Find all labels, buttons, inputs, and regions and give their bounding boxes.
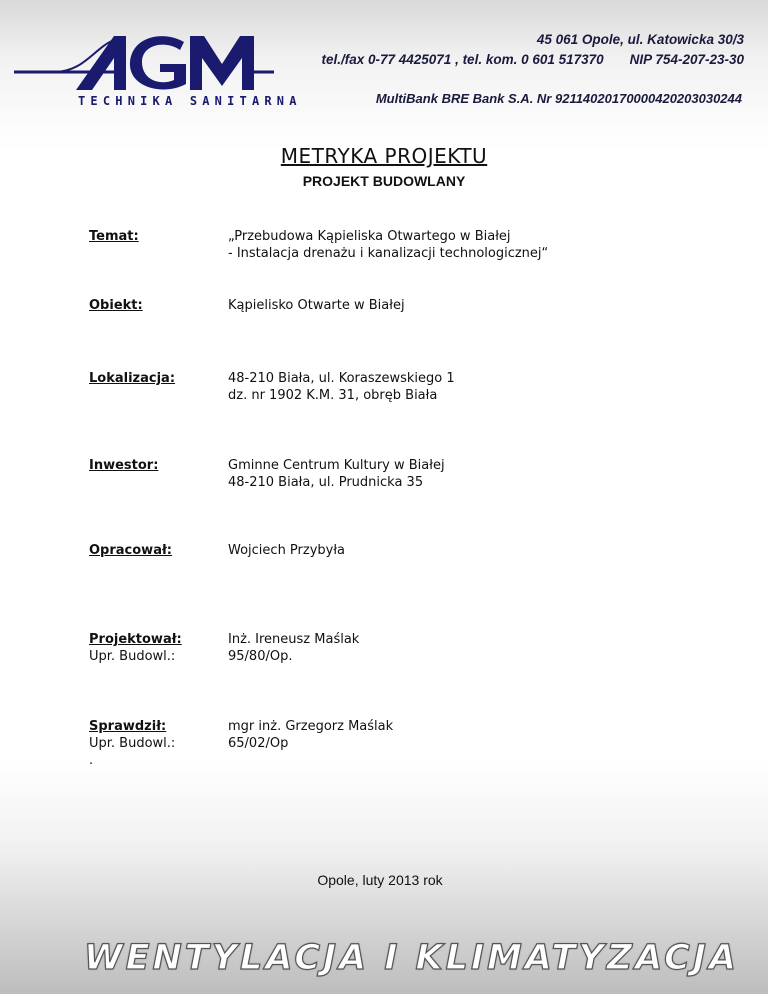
field-value: 48-210 Biała, ul. Prudnicka 35 [228, 475, 424, 490]
field-label: Temat: [89, 229, 139, 244]
field-sublabel-dot: . [89, 753, 94, 768]
field-sublabel: Upr. Budowl.: [89, 736, 176, 751]
field-label: Sprawdził: [89, 719, 167, 734]
field-value: 95/80/Op. [228, 649, 293, 664]
field-value: „Przebudowa Kąpieliska Otwartego w Białej [228, 229, 511, 244]
company-contact-line [321, 50, 744, 70]
page-title: METRYKA PROJEKTU [280, 144, 488, 168]
footer-banner: WENTYLACJA I KLIMATYZACJA [84, 938, 739, 978]
field-value: - Instalacja drenażu i kanalizacji technologicznej“ [228, 246, 549, 261]
field-value: 48-210 Biała, ul. Koraszewskiego 1 [228, 371, 455, 386]
field-label: Opracował: [89, 543, 172, 558]
logo-text: AGM [14, 28, 17, 29]
field-value: Inż. Ireneusz Maślak [228, 632, 360, 647]
page-subtitle: PROJEKT BUDOWLANY [302, 173, 466, 189]
field-sublabel: Upr. Budowl.: [89, 649, 176, 664]
company-contact-block [321, 30, 744, 70]
field-label: Inwestor: [89, 458, 159, 473]
field-value: mgr inż. Grzegorz Maślak [228, 719, 394, 734]
company-tagline: TECHNIKA SANITARNA [78, 94, 302, 108]
field-value: Wojciech Przybyła [228, 543, 346, 558]
company-phone: tel./fax 0-77 4425071 , tel. kom. 0 601 517370 [321, 52, 604, 67]
company-nip: NIP 754-207-23-30 [629, 52, 744, 67]
document-date: Opole, luty 2013 rok [317, 872, 443, 888]
field-label: Projektował: [89, 632, 182, 647]
field-label: Obiekt: [89, 298, 143, 313]
field-label: Lokalizacja: [89, 371, 176, 386]
company-bank-account: MultiBank BRE Bank S.A. Nr 92114020170000420203030244 [375, 91, 742, 106]
field-value: dz. nr 1902 K.M. 31, obręb Biała [228, 388, 438, 403]
field-value: 65/02/Op [228, 736, 289, 751]
field-value: Kąpielisko Otwarte w Białej [228, 298, 405, 313]
company-address: 45 061 Opole, ul. Katowicka 30/3 [536, 32, 744, 47]
field-value: Gminne Centrum Kultury w Białej [228, 458, 445, 473]
